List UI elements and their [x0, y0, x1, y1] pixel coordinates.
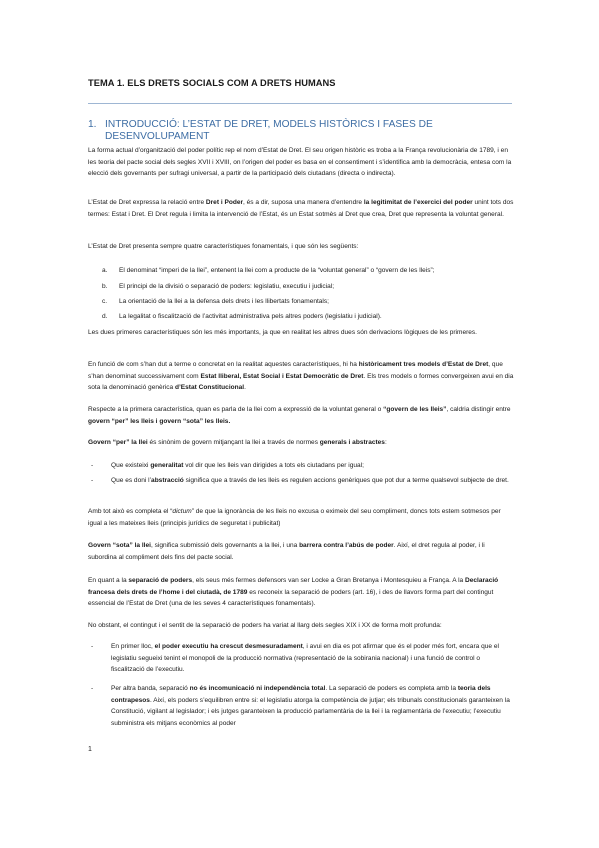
list-marker: - — [91, 685, 94, 692]
list-item-text: La legalitat o fiscalització de l’activitat administrativa pels altres poders (legislatiu i judicial). — [119, 313, 382, 320]
list-marker: b. — [102, 283, 108, 290]
section-heading — [88, 119, 498, 142]
list-item — [91, 475, 513, 487]
list-marker: c. — [102, 298, 108, 305]
list-item — [91, 641, 513, 676]
paragraph-estat-dret: L’Estat de Dret expressa la relació entre Dret i Poder, és a dir, suposa una manera d’entendre la legitimitat de l’exercici del poder unint tots dos termes: Estat i Dret. El Dret regula i limita la intervenció de l’Estat, és un Estat sotmès al Dret que crea, Dret que representa la voluntat general. — [88, 199, 514, 218]
list-item-text: Per altra banda, separació no és incomunicació ni independència total. La separació de poders es completa amb la teoria dels contrapesos. Així, els poders s’equilibren entre si: el legislatiu atorga la competència de jutjar; els tribunals constitucionals garanteixen la Constitució, vigilant al legislador; i els jutges garanteixen la producció parlamentària de la llei i la reglamentària de l’executiu; l’executiu subministra els mitjans econòmics al poder — [111, 685, 510, 727]
list-marker: a. — [102, 267, 108, 274]
paragraph-govern-sota: Govern “sota” la llei, significa submissió dels governants a la llei, i una barrera contra l’abús de poder. Així, el dret regula al poder, i li subordina al compliment dels fins del pacte social. — [88, 542, 485, 561]
list-marker: - — [91, 643, 94, 650]
list-item — [91, 460, 513, 472]
paragraph-no-obstant: No obstant, el contingut i el sentit de la separació de poders ha variat al llarg dels segles XIX i XX de forma molt profunda: — [88, 622, 442, 629]
title-divider — [88, 103, 512, 104]
paragraph-models: En funció de com s’han dut a terme o concretat en la realitat aquestes característiques, hi ha històricament tres models d’Estat de Dret, que s’han denominat successivament com Estat lliberal, Estat Social i Estat Democràtic de Dret. Els tres models o formes convergeixen avui en dia sota la denominació genèrica d’Estat Constitucional. — [88, 361, 514, 391]
list-item — [91, 683, 513, 729]
paragraph-dictum: Amb tot això es completa el “dictum” de que la ignorància de les lleis no excusa o eximeix del seu compliment, doncs tots estem sotmesos per igual a les mateixes lleis (principis jurídics de seguretat i publicitat) — [88, 508, 501, 527]
list-item-text: El principi de la divisió o separació de poders: legislatiu, executiu i judicial; — [119, 283, 335, 290]
paragraph-primeres: Les dues primeres característiques són les més importants, ja que en realitat les altres dues són derivacions lògiques de les primeres. — [88, 329, 478, 336]
paragraph-govern-lleis: Respecte a la primera característica, quan es parla de la llei com a expressió de la voluntat general o “govern de les lleis”, caldria distingir entre govern “per” les lleis i govern “sota” les lleis. — [88, 406, 511, 425]
list-marker: - — [91, 462, 94, 469]
page-number: 1 — [88, 746, 92, 753]
list-item — [102, 296, 514, 308]
list-item-text: El denominat “imperi de la llei”, entenent la llei com a producte de la “voluntat general” o “govern de les lleis”; — [119, 267, 435, 274]
list-item-text: Que existeixi generalitat vol dir que les lleis van dirigides a tots els ciutadans per igual; — [111, 462, 364, 469]
list-item-text: La orientació de la llei a la defensa dels drets i les llibertats fonamentals; — [119, 298, 329, 305]
list-item — [102, 281, 514, 293]
paragraph-separacio: En quant a la separació de poders, els seus més fermes defensors van ser Locke a Gran Bretanya i Montesquieu a França. A la Declaració francesa dels drets de l’home i del ciutadà, de 1789 es reconeix la separació de poders (art. 16), i des de llavors forma part del contingut essencial de l’Estat de Dret (una de les seves 4 característiques fonamentals). — [88, 577, 499, 607]
section-heading-text: INTRODUCCIÓ: L’ESTAT DE DRET, MODELS HISTÒRICS I FASES DE DESENVOLUPAMENT — [105, 119, 433, 142]
list-item-text: Que es doni l’abstracció significa que a través de les lleis es regulen accions genèriques que pot dur a terme qualsevol subjecte de dret. — [111, 477, 509, 484]
list-marker: d. — [102, 313, 108, 320]
paragraph-govern-per: Govern “per” la llei és sinònim de govern mitjançant la llei a través de normes generals i abstractes: — [88, 439, 387, 446]
list-marker: - — [91, 477, 94, 484]
document-title: TEMA 1. ELS DRETS SOCIALS COM A DRETS HUMANS — [88, 78, 336, 88]
list-item-text: En primer lloc, el poder executiu ha crescut desmesuradament, i avui en dia es pot afirmar que és el poder més fort, encara que el legislatiu segueixi tenint el monopoli de la producció normativa (representació de la sobirania nacional) i una funció de control o fiscalització de l’executiu. — [111, 643, 499, 673]
list-item — [102, 265, 514, 277]
paragraph-caracteristiques: L’Estat de Dret presenta sempre quatre característiques fonamentals, i que són les següents: — [88, 243, 359, 250]
section-number: 1. — [88, 119, 97, 130]
list-item — [102, 311, 514, 323]
paragraph-intro: La forma actual d’organització del poder polític rep el nom d’Estat de Dret. El seu origen històric es troba a la França revolucionària de 1789, i en les teoria del pacte social dels segles XVII i XVIII, on l’origen del poder es basa en el consentiment i s’identifica amb la democràcia, entesa com la elecció dels governants per sufragi universal, a partir de la participació dels ciutadans (directa o indirecta). — [88, 147, 512, 177]
